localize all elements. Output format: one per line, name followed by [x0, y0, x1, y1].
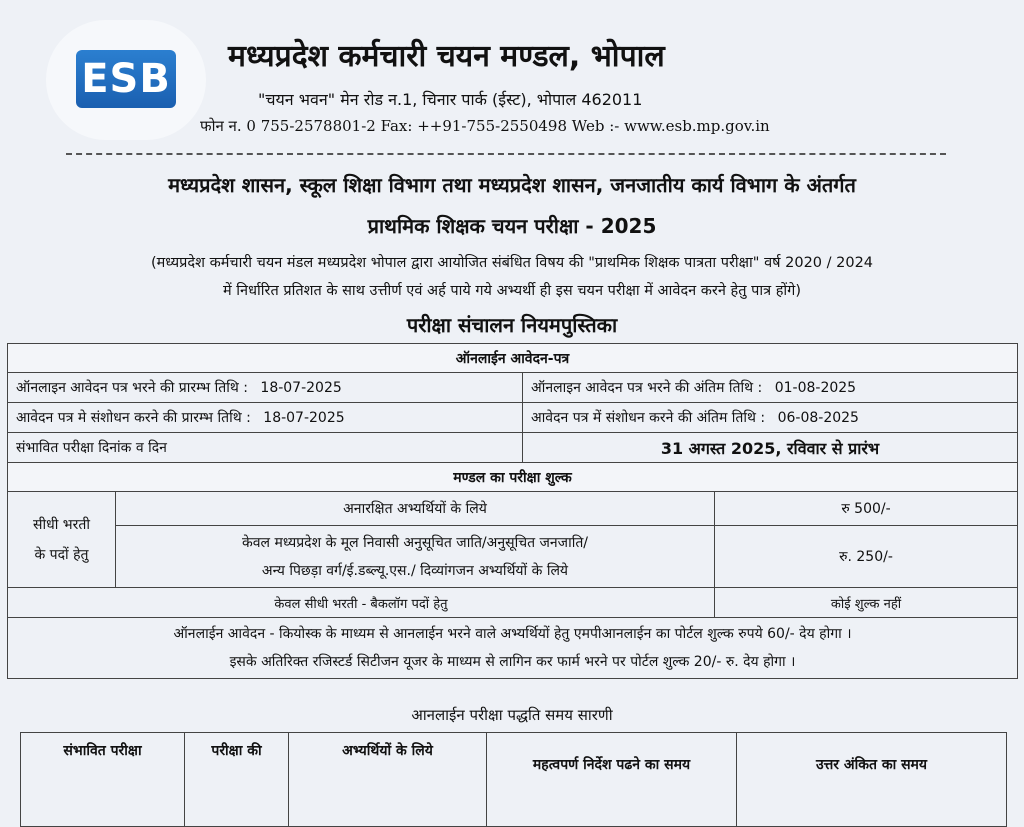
application-end-cell: [523, 373, 1018, 403]
general-category-label: अनारक्षित अभ्यर्थियों के लिये: [116, 492, 715, 526]
org-address: "चयन भवन" मेन रोड न.1, चिनार पार्क (ईस्ट), भोपाल 462011: [258, 90, 643, 109]
correction-end-label: आवेदन पत्र में संशोधन करने की अंतिम तिथि :: [531, 410, 766, 426]
reserved-category-line2: अन्य पिछड़ा वर्ग/ई.डब्ल्यू.एस./ दिव्यांगजन अभ्यर्थियों के लिये: [261, 562, 569, 579]
correction-start-cell: [8, 403, 523, 433]
application-start-date: 18-07-2025: [260, 380, 342, 396]
application-start-label: ऑनलाइन आवेदन पत्र भरने की प्रारम्भ तिथि :: [16, 380, 248, 396]
application-end-date: 01-08-2025: [774, 380, 857, 396]
exam-title: प्राथमिक शिक्षक चयन परीक्षा - 2025: [367, 214, 657, 238]
table-row: [8, 526, 1018, 588]
esb-logo: ESB: [76, 50, 176, 108]
general-category-fee: रु 500/-: [715, 492, 1018, 526]
portal-fee-note: [8, 618, 1018, 679]
reserved-category-fee: रु. 250/-: [715, 526, 1018, 588]
department-heading: मध्यप्रदेश शासन, स्कूल शिक्षा विभाग तथा मध्यप्रदेश शासन, जनजातीय कार्य विभाग के अंतर्गत: [168, 173, 856, 197]
correction-end-date: 06-08-2025: [777, 410, 859, 426]
direct-recruitment-label-1: सीधी भरती: [33, 516, 90, 533]
table-row: [21, 733, 1007, 827]
eligibility-note-line2: में निर्धारित प्रतिशत के साथ उत्तीर्ण एवं अर्ह पाये गये अभ्यर्थी ही इस चयन परीक्षा में आवेदन करने हेतु पात्र होंगे): [223, 283, 801, 299]
rulebook-heading: परीक्षा संचालन नियमपुस्तिका: [406, 313, 618, 337]
table-row: [8, 403, 1018, 433]
direct-recruitment-label-2: के पदों हेतु: [34, 546, 89, 563]
correction-start-date: 18-07-2025: [263, 410, 345, 426]
schedule-col-instructions: महत्वपर्ण निर्देश पढने का समय: [487, 733, 737, 827]
logo-area: [46, 20, 206, 140]
schedule-col-exam-time: परीक्षा की: [185, 733, 289, 827]
exam-date-label: संभावित परीक्षा दिनांक व दिन: [8, 433, 523, 463]
backlog-label: केवल सीधी भरती - बैकलॉग पदों हेतु: [8, 588, 715, 618]
table-row: [8, 588, 1018, 618]
backlog-fee: कोई शुल्क नहीं: [715, 588, 1018, 618]
eligibility-note-line1: (मध्यप्रदेश कर्मचारी चयन मंडल मध्यप्रदेश भोपाल द्वारा आयोजित संबंधित विषय की "प्राथमिक शिक्षक पात्रता परीक्षा" वर्ष 2020 / 2024: [150, 255, 874, 271]
portal-fee-note-line1: ऑनलाईन आवेदन - कियोस्क के माध्यम से आनलाईन भरने वाले अभ्यर्थियों हेतु एमपीआनलाईन का पोर्टल शुल्क रुपये 60/- देय होगा ।: [173, 626, 852, 642]
org-contact: फोन न. 0 755-2578801-2 Fax: ++91-755-2550498 Web :- www.esb.mp.gov.in: [200, 117, 770, 135]
table-row: [8, 492, 1018, 526]
application-end-label: ऑनलाइन आवेदन पत्र भरने की अंतिम तिथि :: [531, 380, 763, 396]
org-title: मध्यप्रदेश कर्मचारी चयन मण्डल, भोपाल: [228, 39, 665, 74]
schedule-table: [20, 732, 1007, 827]
schedule-col-exam: संभावित परीक्षा: [21, 733, 185, 827]
correction-start-label: आवेदन पत्र मे संशोधन करने की प्रारम्भ तिथि :: [16, 410, 251, 426]
schedule-col-candidates: अभ्यर्थियों के लिये: [289, 733, 487, 827]
table-row: [8, 433, 1018, 463]
application-start-cell: [8, 373, 523, 403]
portal-fee-note-line2: इसके अतिरिक्त रजिस्टर्ड सिटीजन यूजर के माध्यम से लागिन कर फार्म भरने पर पोर्टल शुल्क 20/- रु. देय होगा ।: [229, 654, 796, 670]
reserved-category-line1: केवल मध्यप्रदेश के मूल निवासी अनुसूचित जाति/अनुसूचित जनजाति/: [241, 534, 589, 551]
direct-recruitment-cell: [8, 492, 116, 588]
reserved-category-cell: [116, 526, 715, 588]
info-table: [7, 343, 1018, 679]
online-section-title: ऑनलाईन आवेदन-पत्र: [8, 344, 1018, 373]
dashed-divider: [66, 153, 946, 155]
correction-end-cell: [523, 403, 1018, 433]
table-row: [8, 373, 1018, 403]
table-row: [8, 618, 1018, 679]
fee-section-title: मण्डल का परीक्षा शुल्क: [8, 463, 1018, 492]
schedule-title: आनलाईन परीक्षा पद्धति समय सारणी: [411, 706, 613, 724]
exam-date-value: 31 अगस्त 2025, रविवार से प्रारंभ: [523, 433, 1018, 463]
schedule-col-answer-time: उत्तर अंकित का समय: [737, 733, 1007, 827]
